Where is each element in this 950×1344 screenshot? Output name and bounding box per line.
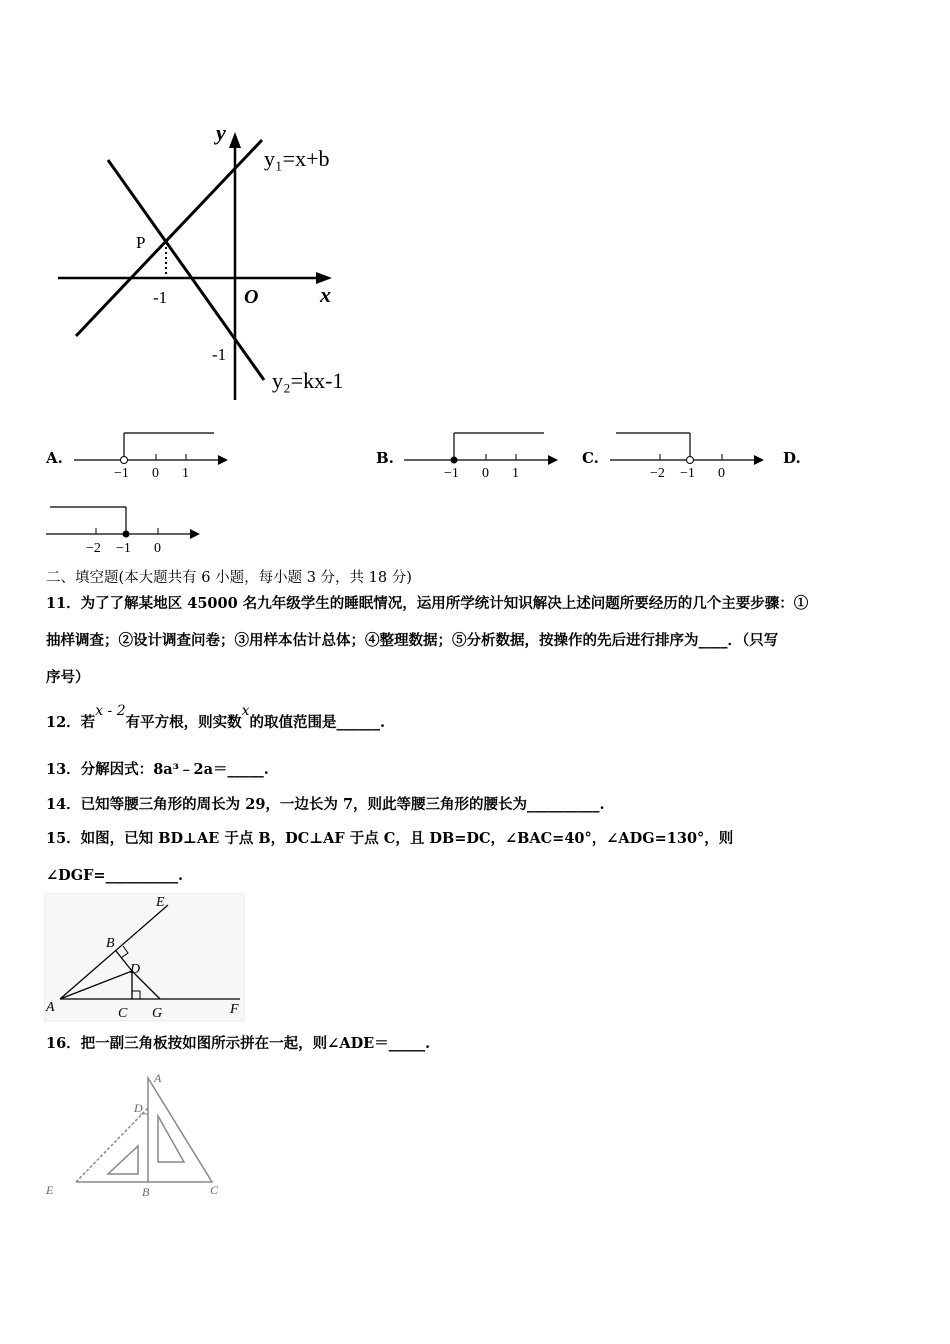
label-e: E xyxy=(156,895,165,910)
tick-label: −1 xyxy=(114,466,129,480)
tick-label: −1 xyxy=(116,541,131,556)
q12-mid: 有平方根，则实数 xyxy=(125,714,242,731)
q13-expr: 8a³﹣2a xyxy=(153,761,214,778)
tick-label: −2 xyxy=(86,541,101,556)
x-tick-label: -1 xyxy=(153,288,168,307)
option-a-number-line xyxy=(72,428,232,480)
y-axis-label: y xyxy=(216,120,226,145)
origin-label: O xyxy=(244,286,259,308)
figure-background xyxy=(44,893,244,1021)
tick-label: 1 xyxy=(512,466,519,480)
q15-line2: ∠DGF=__________. xyxy=(46,867,184,884)
linear-functions-graph xyxy=(50,118,370,408)
label-b: B xyxy=(106,936,115,951)
option-b-label[interactable]: B. xyxy=(376,449,394,467)
point-p-label: P xyxy=(136,233,146,252)
q12-prefix: 12．若 xyxy=(46,714,96,731)
label-g: G xyxy=(152,1006,163,1021)
line-y2 xyxy=(108,160,264,380)
filled-circle-icon xyxy=(451,457,458,464)
filled-circle-icon xyxy=(123,531,130,538)
q11-line1: 11．为了了解某地区 45000 名九年级学生的睡眠情况，运用所学统计知识解决上述问题所要经历的几个主要步骤：① xyxy=(46,595,809,612)
arrow-icon xyxy=(754,455,764,465)
q14: 14．已知等腰三角形的周长为 29，一边长为 7，则此等腰三角形的腰长为__________. xyxy=(46,796,605,813)
label-f: F xyxy=(230,1002,239,1017)
q16: 16．把一副三角板按如图所示拼在一起，则∠ADE＝_____. xyxy=(46,1035,431,1052)
section-heading: 二、填空题(本大题共有 6 小题，每小题 3 分，共 18 分) xyxy=(46,570,412,586)
open-circle-icon xyxy=(121,457,128,464)
tick-label: 0 xyxy=(152,466,159,480)
label-d: D xyxy=(130,962,141,977)
q12-expr: x - 2 xyxy=(95,703,126,719)
tick-label: −1 xyxy=(444,466,459,480)
x-axis-label: x xyxy=(320,282,331,307)
label-c: C xyxy=(210,1183,219,1197)
label-e: E xyxy=(46,1183,54,1197)
open-circle-icon xyxy=(687,457,694,464)
q12-suffix: 的取值范围是______. xyxy=(249,714,386,731)
line-y1-label: y₁=x+b xyxy=(264,146,330,171)
label-c: C xyxy=(118,1006,128,1021)
tick-label: −2 xyxy=(650,466,665,480)
q12 xyxy=(46,703,386,734)
label-a: A xyxy=(154,1071,162,1085)
option-c-label[interactable]: C. xyxy=(582,449,599,467)
q13-suffix: ＝_____. xyxy=(213,761,269,778)
q13-prefix: 13．分解因式： xyxy=(46,761,154,778)
option-d-label[interactable]: D. xyxy=(783,449,801,467)
label-a: A xyxy=(46,1000,55,1015)
arrow-icon xyxy=(190,529,200,539)
arrow-icon xyxy=(548,455,558,465)
option-d-number-line xyxy=(44,502,204,556)
option-b-number-line xyxy=(402,428,562,480)
q16-figure xyxy=(44,1070,234,1202)
q15-line1: 15．如图，已知 BD⊥AE 于点 B，DC⊥AF 于点 C，且 DB=DC，∠BAC=40°，∠ADG=130°，则 xyxy=(46,830,734,847)
q12-var: x xyxy=(241,703,250,719)
label-b: B xyxy=(142,1185,150,1199)
tick-label: 1 xyxy=(182,466,189,480)
tick-label: 0 xyxy=(718,466,725,480)
tick-label: 0 xyxy=(482,466,489,480)
label-d: D xyxy=(134,1101,143,1115)
option-c-number-line xyxy=(608,428,768,480)
q13 xyxy=(46,759,269,781)
q11-line3: 序号） xyxy=(46,669,90,686)
q15-figure xyxy=(44,893,246,1025)
option-a-label[interactable]: A. xyxy=(46,449,63,467)
y-axis-arrow-icon xyxy=(229,132,241,148)
arrow-icon xyxy=(218,455,228,465)
y-tick-label: -1 xyxy=(212,345,227,364)
tick-label: −1 xyxy=(680,466,695,480)
tick-label: 0 xyxy=(154,541,161,556)
line-y2-label: y₂=kx-1 xyxy=(272,368,344,393)
q11-line2: 抽样调查；②设计调查问卷；③用样本估计总体；④整理数据；⑤分析数据，按操作的先后进行排序为____．（只写 xyxy=(46,632,779,649)
